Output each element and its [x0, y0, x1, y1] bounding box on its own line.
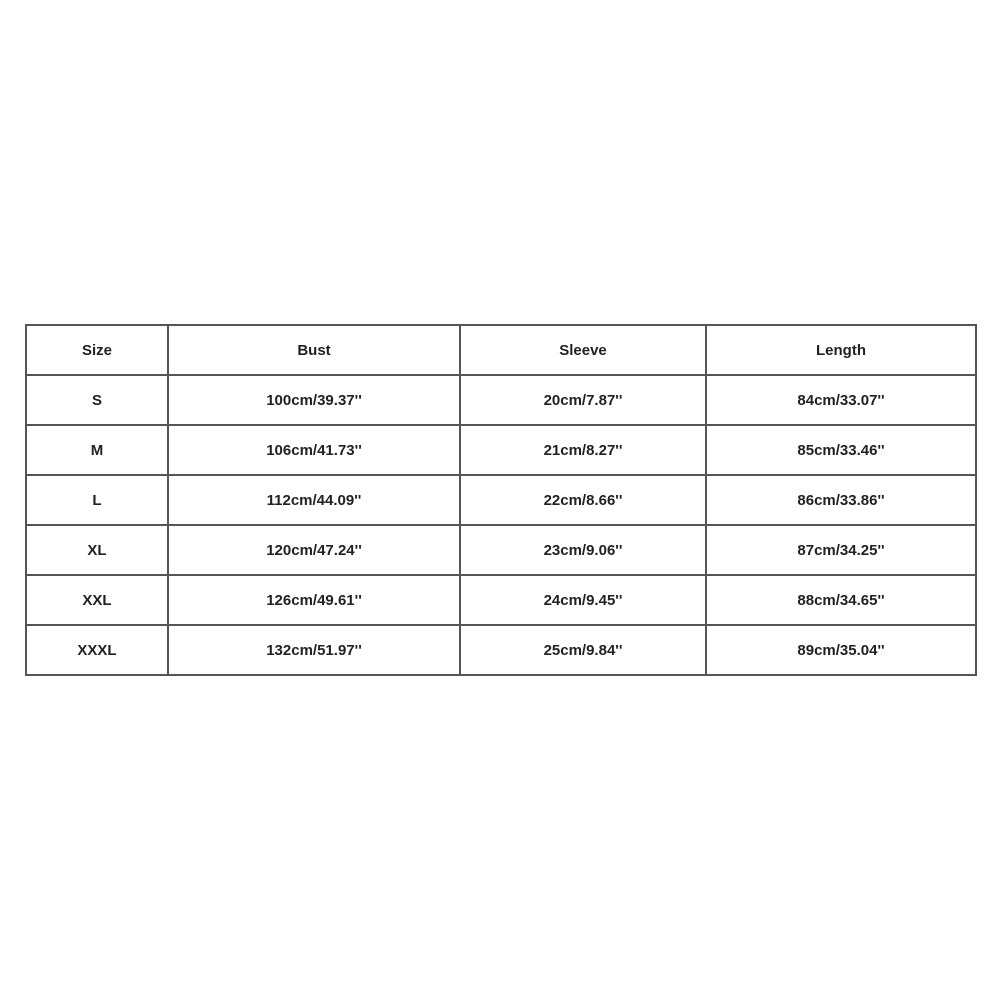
cell-length: 88cm/34.65''	[706, 575, 976, 625]
cell-length: 84cm/33.07''	[706, 375, 976, 425]
size-chart-table	[25, 324, 977, 676]
table-body	[26, 375, 976, 675]
cell-bust: 132cm/51.97''	[168, 625, 460, 675]
cell-length: 87cm/34.25''	[706, 525, 976, 575]
cell-size: XXXL	[26, 625, 168, 675]
header-row	[26, 325, 976, 375]
cell-size: S	[26, 375, 168, 425]
cell-sleeve: 24cm/9.45''	[460, 575, 706, 625]
table-row	[26, 575, 976, 625]
header-sleeve: Sleeve	[460, 325, 706, 375]
table-row	[26, 525, 976, 575]
header-size: Size	[26, 325, 168, 375]
cell-size: XL	[26, 525, 168, 575]
table-row	[26, 625, 976, 675]
cell-sleeve: 25cm/9.84''	[460, 625, 706, 675]
cell-length: 85cm/33.46''	[706, 425, 976, 475]
cell-sleeve: 22cm/8.66''	[460, 475, 706, 525]
header-length: Length	[706, 325, 976, 375]
table-row	[26, 375, 976, 425]
table-row	[26, 475, 976, 525]
header-bust: Bust	[168, 325, 460, 375]
cell-size: M	[26, 425, 168, 475]
cell-sleeve: 20cm/7.87''	[460, 375, 706, 425]
cell-bust: 120cm/47.24''	[168, 525, 460, 575]
cell-length: 86cm/33.86''	[706, 475, 976, 525]
table-row	[26, 425, 976, 475]
cell-length: 89cm/35.04''	[706, 625, 976, 675]
table-header	[26, 325, 976, 375]
cell-bust: 112cm/44.09''	[168, 475, 460, 525]
cell-bust: 100cm/39.37''	[168, 375, 460, 425]
cell-sleeve: 23cm/9.06''	[460, 525, 706, 575]
cell-sleeve: 21cm/8.27''	[460, 425, 706, 475]
cell-bust: 106cm/41.73''	[168, 425, 460, 475]
cell-bust: 126cm/49.61''	[168, 575, 460, 625]
cell-size: L	[26, 475, 168, 525]
cell-size: XXL	[26, 575, 168, 625]
